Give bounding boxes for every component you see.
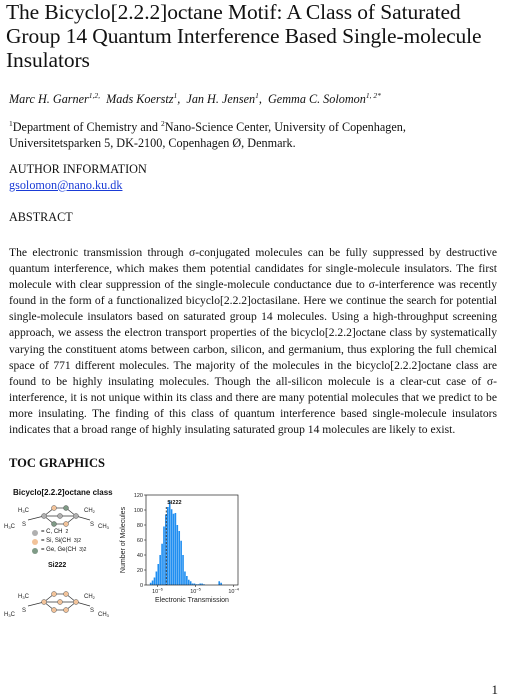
- x-axis-label: Electronic Transmission: [155, 597, 229, 604]
- y-tick-label: 120: [133, 493, 143, 499]
- author-affiliation-mark: 1: [255, 90, 259, 100]
- affiliation-mark: 1: [9, 118, 13, 128]
- histogram-bar: [167, 507, 169, 585]
- legend-item: [32, 537, 86, 546]
- legend-item: [32, 528, 86, 537]
- histogram-bar: [180, 541, 182, 585]
- histogram-bar: [218, 581, 220, 585]
- histogram-bar: [178, 531, 180, 585]
- histogram-bar: [159, 555, 161, 585]
- y-tick-label: 80: [136, 523, 143, 529]
- histogram-bar: [188, 580, 190, 585]
- legend-swatch: [32, 539, 38, 545]
- histogram-bar: [169, 501, 171, 585]
- si222-label: Si222: [48, 562, 67, 569]
- x-tick-label: $10^{-6}$: [152, 586, 163, 595]
- y-tick-label: 40: [136, 553, 143, 559]
- y-tick-label: 60: [136, 538, 143, 544]
- legend-label: = C, CH: [41, 529, 63, 535]
- histogram-bar: [184, 572, 186, 586]
- affiliation-text: Nano-Science Center, University of Copenhagen, Universitetsparken 5, DK-2100, Copenhagen Ø, Denmark.: [9, 120, 406, 150]
- affiliation-mark: 2: [161, 118, 165, 128]
- legend-subscript: 3)2: [73, 538, 82, 544]
- toc-legend: [32, 528, 86, 555]
- histogram-bar: [177, 525, 179, 585]
- y-axis-label: Number of Molecules: [120, 506, 127, 574]
- histogram-bar: [163, 527, 165, 586]
- histogram-bar: [190, 581, 192, 585]
- toc-heading: TOC GRAPHICS: [9, 456, 105, 470]
- legend-subscript: 2: [65, 529, 69, 535]
- histogram-bar: [157, 564, 159, 585]
- author-list: Marc H. Garner$^{1,2,}$ Mads Koerstz$^1$, Jan H. Jensen$^1$, Gemma C. Solomon$^{1, 2*}$: [9, 90, 381, 106]
- email-link[interactable]: gsolomon@nano.ku.dk: [9, 178, 123, 192]
- x-tick-label: $10^{-5}$: [190, 586, 201, 595]
- legend-swatch: [32, 530, 38, 536]
- y-tick-label: 20: [136, 568, 143, 574]
- mol-label-s: S: [22, 522, 27, 528]
- author-information-heading: AUTHOR INFORMATION: [9, 162, 147, 176]
- mol-label-ch3: CH3: [98, 524, 109, 530]
- author-name: Jan H. Jensen: [186, 92, 256, 106]
- x-tick-label: $10^{-4}$: [228, 586, 240, 595]
- mol-label-ch2: CH2: [84, 508, 95, 514]
- si222-annotation-label: Si222: [167, 500, 182, 506]
- page-number: 1: [491, 682, 498, 697]
- author-affiliation-mark: 1, 2*: [365, 90, 381, 100]
- mol-label-h3c: H3C: [4, 524, 15, 530]
- bicyclooctane-structure: [4, 494, 114, 644]
- legend-item: [32, 546, 86, 555]
- y-tick-label: 0: [139, 583, 143, 589]
- mol-label-h3c: H3C: [18, 508, 29, 514]
- histogram-bar: [175, 513, 177, 585]
- histogram-bar: [161, 544, 163, 585]
- mol-label-s: S: [90, 608, 95, 614]
- affiliation: [9, 119, 499, 151]
- mol-label-s: S: [90, 522, 95, 528]
- affiliation-text: Department of Chemistry and: [12, 120, 161, 134]
- mol-label-ch3: CH3: [98, 612, 109, 618]
- histogram-bar: [171, 509, 173, 585]
- author-name: Marc H. Garner: [9, 92, 89, 106]
- histogram-bar: [152, 581, 154, 586]
- legend-swatch: [32, 548, 38, 554]
- mol-label-s: S: [22, 608, 27, 614]
- abstract-text: The electronic transmission through σ-conjugated molecules can be fully suppressed by destructive quantum interference, which makes them potential candidates for single-molecule insulators. The first molecule with clear suppression of the single-molecule conductance due to σ-interference was recently found in the form of a functionalized bicyclo[2.2.2]octasilane. Here we continue the search for potential single-molecule insulators based on saturated group 14 molecules. Using a high-throughput screening approach, we assess the electron transport properties of the bicyclo[2.2.2]octane class by systematically varying the constituent atoms between carbon, silicon, and germanium, thus exploring the full chemical space of 771 different molecules. The majority of the molecules in the bicyclo[2.2.2]octane class are found to be highly insulating molecules. Though the all-silicon molecule is a clear-cut case of σ-interference, it is not unique within its class and there are many potential molecules that we predict to be more insulating. The finding of this class of quantum interference based single-molecule insulators indicates that a broad range of highly insulating saturated group 14 molecules are likely to exist.: [9, 246, 497, 437]
- mol-label-h3c: H3C: [18, 594, 29, 600]
- legend-label: = Ge, Ge(CH: [41, 547, 77, 553]
- mol-label-ch2: CH2: [84, 594, 95, 600]
- paper-title: The Bicyclo[2.2.2]octane Motif: A Class of Saturated Group 14 Quantum Interference Based Single-molecule Insulators: [6, 0, 482, 72]
- transmission-histogram: [116, 487, 246, 612]
- legend-label: = Si, Si(CH: [41, 538, 71, 544]
- toc-class-title: Bicyclo[2.2.2]octane class: [13, 488, 113, 497]
- histogram-bar: [182, 555, 184, 585]
- y-tick-label: 100: [133, 508, 143, 514]
- histogram-bar: [156, 572, 158, 586]
- author-affiliation-mark: 1: [173, 90, 178, 100]
- legend-subscript: 3)2: [79, 547, 87, 553]
- author-name: Mads Koerstz: [106, 92, 174, 106]
- author-name: Gemma C. Solomon: [268, 92, 366, 106]
- mol-label-h3c: H3C: [4, 612, 15, 618]
- histogram-bar: [186, 576, 188, 585]
- abstract-heading: ABSTRACT: [9, 210, 73, 224]
- histogram-bar: [154, 578, 156, 586]
- author-affiliation-mark: 1,2,: [88, 90, 101, 100]
- histogram-bar: [173, 514, 175, 585]
